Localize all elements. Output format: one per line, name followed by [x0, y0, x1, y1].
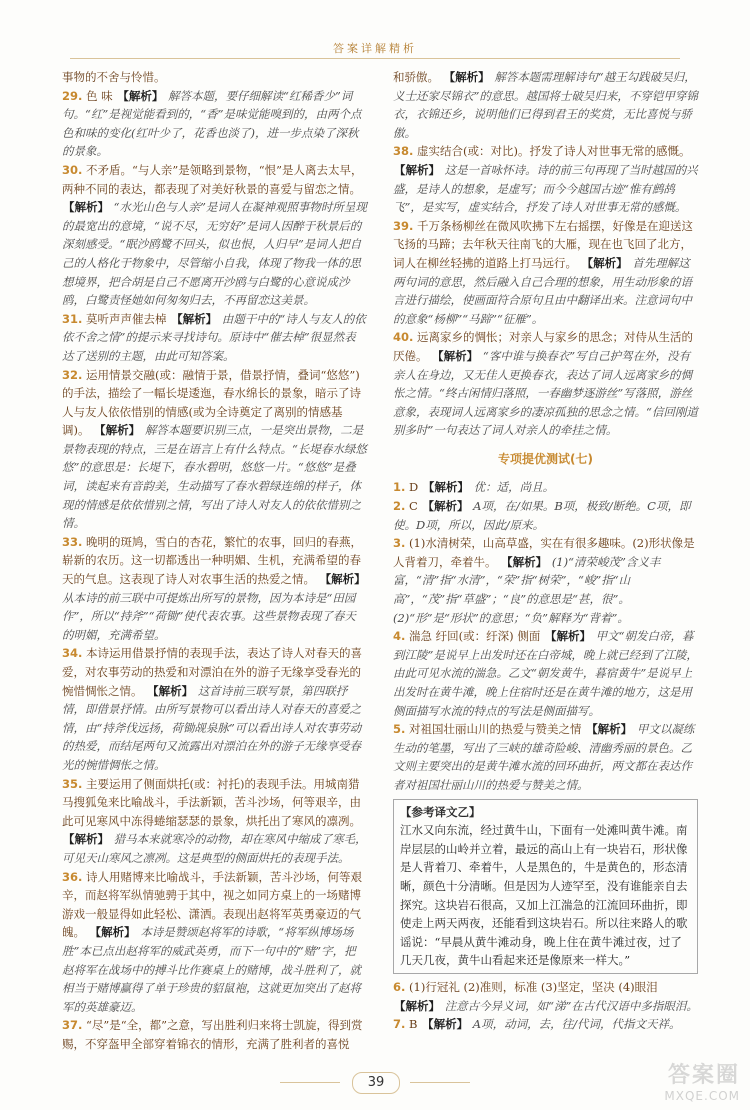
question-number: 30. — [62, 162, 83, 177]
answer-text: C — [409, 499, 418, 514]
analysis-tag: 【解析】 — [422, 499, 469, 514]
analysis-tag: 【解析】 — [63, 832, 109, 847]
answer-entry — [62, 310, 367, 366]
question-number: 32. — [62, 367, 83, 382]
analysis-tag: 【解析】 — [394, 162, 440, 177]
explanation-text: 甲文以凝练生动的笔墨，写出了三峡的雄奇险峻、清幽秀丽的景色。乙文则主要突出的是黄牛滩水流的回环曲折，两文都在表达作者对祖国壮丽山川的热爱与赞美之情。 — [393, 722, 695, 792]
answer-text: 色 味 — [86, 88, 113, 103]
answer-text: 本诗运用借景抒情的表现手法，表达了诗人对春天的喜爱，对农事劳动的热爱和对漂泊在外的游子无缘享受春光的惋惜惆怅之情。 — [62, 646, 363, 698]
answer-entry — [62, 366, 367, 533]
header-rule — [70, 58, 680, 59]
answer-entry — [393, 497, 698, 534]
question-number: 3. — [393, 536, 406, 551]
question-number: 2. — [393, 499, 406, 514]
analysis-tag: 【解析】 — [581, 255, 628, 270]
analysis-tag: 【解析】 — [544, 629, 591, 644]
answer-text: 事物的不舍与怜惜。 — [62, 70, 166, 84]
explanation-text: 解答本题要识别三点，一是突出景物，二是景物表现的特点，三是在语言上有什么特点。“长堤春水绿悠悠”的意思是：长堤下，春水碧明，悠悠一片。“悠悠”是叠词，读起来有音韵美，生动描写了春水碧绿连绵的样子，体现的情感是依依惜别之情，写出了诗人对友人的依依惜别之情。 — [62, 423, 367, 531]
analysis-tag: 【解析】 — [147, 683, 194, 698]
answer-entry — [62, 644, 367, 774]
explanation-text: 优：适，尚且。 — [473, 480, 555, 495]
footer-rule-right — [410, 1082, 470, 1083]
question-number: 37. — [62, 1018, 83, 1033]
answer-entry — [62, 1016, 367, 1053]
answer-entry — [393, 68, 698, 142]
answer-entry — [62, 68, 367, 87]
answer-text: 不矛盾。“与人亲”是领略到景物，“恨”是人离去太早，两种不同的表达，都表现了对美好秋景的喜爱与留恋之情。 — [62, 162, 363, 196]
answer-entry — [393, 978, 698, 1015]
answer-entry — [62, 87, 367, 161]
answer-text: (1)行冠礼 (2)准则，标准 (3)坚定，坚决 (4)眼泪 — [409, 979, 658, 994]
question-number: 35. — [62, 776, 83, 791]
reference-translation — [393, 799, 698, 974]
answer-text: 对祖国壮丽山川的热爱与赞美之情 — [409, 722, 582, 737]
answer-text: 湍急 纡回(或：纡深) 侧面 — [409, 629, 541, 644]
analysis-tag: 【解析】 — [422, 480, 469, 495]
answer-text: 远离家乡的惆怅；对亲人与家乡的思念；对侍从生活的厌倦。 — [393, 330, 694, 363]
question-number: 38. — [393, 144, 414, 159]
watermark-logo: 答案圈 — [667, 1063, 740, 1088]
answer-entry — [62, 161, 367, 310]
explanation-text: “水光山色与人亲”是词人在凝神观照事物时所呈现的最宽出的意境，“说不尽，无穷好”是词人因醉于秋景后的深刻感受。“眠沙鸥鹭不回头，似也恨，人归早”是词人把自己的人格化于物象中，尽管缩小自我，体现了物我一体的思想境界，把合胡是自己不愿离开沙鸥与白鹭的心意说成沙鸥，白鹭责怪她如何匆匆归去，不再留恋这美景。 — [62, 200, 367, 308]
analysis-tag: 【解析】 — [319, 572, 366, 587]
watermark — [620, 1058, 740, 1104]
answer-entry — [393, 478, 698, 497]
left-column — [62, 68, 367, 1053]
question-number: 40. — [393, 330, 414, 345]
analysis-tag: 【解析】 — [432, 348, 479, 363]
question-number: 33. — [62, 534, 83, 549]
reference-title: 【参考译文乙】 — [400, 804, 481, 819]
answer-text: “尽”是“全，都”之意，写出胜利归来将士凯旋，得到赏赐，不穿盔甲全部穿着锦衣的情形，充满了胜利者的喜悦 — [62, 1018, 363, 1051]
answer-entry — [393, 1015, 698, 1034]
answer-entry — [62, 868, 367, 1017]
explanation-text: 首先理解这两句词的意思，然后融入自己合理的想象，用生动形象的语言进行描绘，使画面符合原句且由中翻译出来。注意词句中的意象“杨柳”“马蹄”“征雁”。 — [393, 255, 692, 326]
explanation-text: 甲文“朝发白帝，暮到江陵”是说早上出发时还在白帝城，晚上就已经到了江陵，由此可见水流的湍急。乙文“朝发黄牛，暮宿黄牛”是说早上出发时在黄牛滩，晚上住宿时还是在黄牛滩的地方，这是用侧面描写水流的特点的写法是侧面描写。 — [393, 629, 698, 718]
question-number: 36. — [62, 869, 83, 884]
answer-entry — [393, 328, 698, 440]
answer-text: 千万条杨柳丝在微风吹拂下左右摇摆，好像是在迎送这飞扬的马蹄；去年秋天往南飞的大雁，现在也飞回了北方，词人在柳丝轻拂的道路上打马远行。 — [393, 218, 694, 270]
question-number: 7. — [393, 1017, 406, 1032]
explanation-text: 从本诗的前三联中可提炼出所写的景物，因为本诗是“田园作”，所以“持斧”“荷锄”使代表农事。这些景物表现了春天的明媚，充满希望。 — [62, 590, 356, 642]
explanation-text: (1)“清荣峻茂”含义丰富，“清”指“水清”，“荣”指“树荣”，“峻”指“山高”，“茂”指“草盛”；“良”的意思是“甚，很”。(2)“形”是“形状”的意思；“负”解释为“背着”。 — [393, 554, 661, 625]
answer-text: 虚实结合(或：对比)。抒发了诗人对世事无常的感慨。 — [417, 144, 691, 159]
question-number: 1. — [393, 480, 406, 495]
answer-entry — [393, 720, 698, 794]
analysis-tag: 【解析】 — [443, 70, 490, 84]
explanation-text: “客中谁与换春衣”写自己护驾在外，没有亲人在身边，又无佳人更换春衣，表达了词人远离家乡的惆怅之情。“终古闲情归落照，一春幽梦逐游丝”写落照，游丝意象，表现词人远离家乡的凄凉孤独的思念之情。“信回刚道别多时”一句表达了词人对亲人的牵挂之情。 — [393, 348, 698, 438]
answer-text: 主要运用了侧面烘托(或：衬托)的表现手法。用城南猎马搜狐兔来比喻战斗，手法新颖，苦斗沙场，何等艰辛，由此可见寒风中冻得蜷缩瑟瑟的景象，烘托出了寒风的凛冽。 — [62, 776, 361, 828]
explanation-text: 这是一首咏怀诗。诗的前三句再现了当时越国的兴盛，是诗人的想象，是虚写；而今今越国古迹“惟有鹧鸪飞”，是实写，虚实结合，抒发了诗人对世事无常的感慨。 — [393, 162, 698, 215]
answer-text: 和骄傲。 — [393, 70, 439, 84]
question-number: 31. — [62, 311, 83, 326]
explanation-text: A项，在/如果。B项，极致/断绝。C项，即使。D项，所以，因此/原来。 — [393, 499, 691, 532]
question-number: 39. — [393, 218, 414, 233]
watermark-url: MXQE.COM — [664, 1089, 740, 1103]
analysis-tag: 【解析】 — [117, 88, 164, 103]
question-number: 4. — [393, 629, 406, 644]
explanation-text: 解答本题需理解诗句“越王勾践破吴归，义士还家尽锦衣”的意思。越国将士破吴归来，不穿铠甲穿锦衣，衣锦还乡，说明他们已得到君王的奖赏，无比喜悦与骄傲。 — [393, 70, 698, 140]
question-number: 34. — [62, 646, 83, 661]
answer-entry — [62, 775, 367, 868]
page-number: 39 — [352, 1072, 400, 1094]
page-header — [0, 0, 750, 60]
answer-text: (1)水清树荣，山高草盛，实在有很多趣味。(2)形状像是人背着刀，牵着牛。 — [393, 536, 695, 569]
answer-entry — [62, 533, 367, 645]
explanation-text: 注意古今异义词，如“涕”在古代汉语中多指眼泪。 — [444, 998, 698, 1013]
explanation-text: 由题干中的“诗人与友人的依依不舍之情”的提示来寻找诗句。原诗中“催去棹”很显然表达了送别的主题，由此可知答案。 — [62, 311, 366, 363]
explanation-text: 解答本题，要仔细解读“红稀香少”词句。“红”是视觉能看到的，“香”是味觉能嗅到的，由两个点色和味的变化(红叶少了，花香也淡了)，进一步点染了深秋的景象。 — [62, 88, 362, 159]
answer-entry — [393, 627, 698, 720]
answer-text: 运用情景交融(或：融情于景，借景抒情，叠词“悠悠”)的手法，描绘了一幅长堤逶迤，春水绵长的景象，暗示了诗人与友人依依惜别的情感(或为全诗奠定了离别的情感基调)。 — [62, 367, 361, 438]
question-number: 6. — [393, 979, 406, 994]
analysis-tag: 【解析】 — [586, 722, 633, 737]
analysis-tag: 【解析】 — [394, 998, 440, 1013]
question-number: 29. — [62, 88, 83, 103]
analysis-tag: 【解析】 — [501, 554, 548, 569]
answer-entry — [393, 142, 698, 216]
reference-text: 江水又向东流，经过黄牛山，下面有一处滩叫黄牛滩。南岸层层的山岭并立着，最远的高山上有一块岩石，形状像是人背着刀、牵着牛，人是黑色的，牛是黄色的，形态清晰，颜色十分清晰。但是因为人迹罕至，没有谁能亲自去探究。这块岩石很高，又加上江湍急的江流回环曲折，即使走上两天两夜，还能看到这块岩石。所以往来路人的歌谣说：“早晨从黄牛滩动身，晚上住在黄牛滩过夜，过了几天几夜，黄牛山看起来还是像原来一样大。” — [400, 823, 688, 968]
analysis-tag: 【解析】 — [171, 311, 218, 326]
answer-text: 诗人用赌博来比喻战斗，手法新颖，苦斗沙场，何等艰辛，而赵将军纵情驰骋于其中，视之如同方桌上的一场赌博游戏一般显得如此轻松、潇洒。表现出赵将军英勇豪迈的气魄。 — [62, 869, 363, 940]
question-number: 5. — [393, 722, 406, 737]
footer-rule-left — [280, 1082, 340, 1083]
answer-text: 晚明的斑鸠，雪白的杏花，繁忙的农事，回归的春燕，崭新的农历。这一切都透出一种明媚、生机，充满希望的春天的气息。这表现了诗人对农事生活的热爱之情。 — [62, 534, 363, 587]
answer-text: D — [409, 480, 419, 495]
answer-entry — [393, 534, 698, 627]
right-column — [393, 68, 698, 1034]
answer-entry — [393, 217, 698, 329]
explanation-text: 本诗是赞颂赵将军的诗歌，“将军纵博场场胜”本已点出赵将军的威武英勇，而下一句中的“赌”字，把赵将军在战场中的搏斗比作赛桌上的赌博，战斗胜利了，就相当于赌博赢得了单于珍贵的貂鼠袍，这就更加突出了赵将军的英雄豪迈。 — [62, 925, 361, 1014]
explanation-text: A项，动词，去，往/代词，代指文天祥。 — [472, 1017, 681, 1032]
analysis-tag: 【解析】 — [89, 925, 136, 940]
answer-text: 莫听声声催去棹 — [86, 311, 167, 326]
answer-text: B — [409, 1017, 418, 1032]
analysis-tag: 【解析】 — [94, 423, 141, 438]
header-title: 答案详解精析 — [333, 42, 417, 55]
analysis-tag: 【解析】 — [63, 200, 109, 215]
explanation-text: 这首诗前三联写景，第四联抒情，即借景抒情。由所写景物可以看出诗人对春天的喜爱之情，由“持斧伐远扬，荷锄觇泉脉”可以看出诗人对农事劳动的热爱，而结尾两句又流露出对漂泊在外的游子无缘享受春光的惋惜惆怅之情。 — [62, 683, 362, 772]
section-title: 专项提优测试(七) — [498, 451, 593, 466]
analysis-tag: 【解析】 — [422, 1017, 469, 1032]
explanation-text: 猎马本来就寒冷的动物，却在寒风中缩成了寒毛，可见天山寒风之凛冽。这是典型的侧面烘托的表现手法。 — [62, 832, 367, 865]
